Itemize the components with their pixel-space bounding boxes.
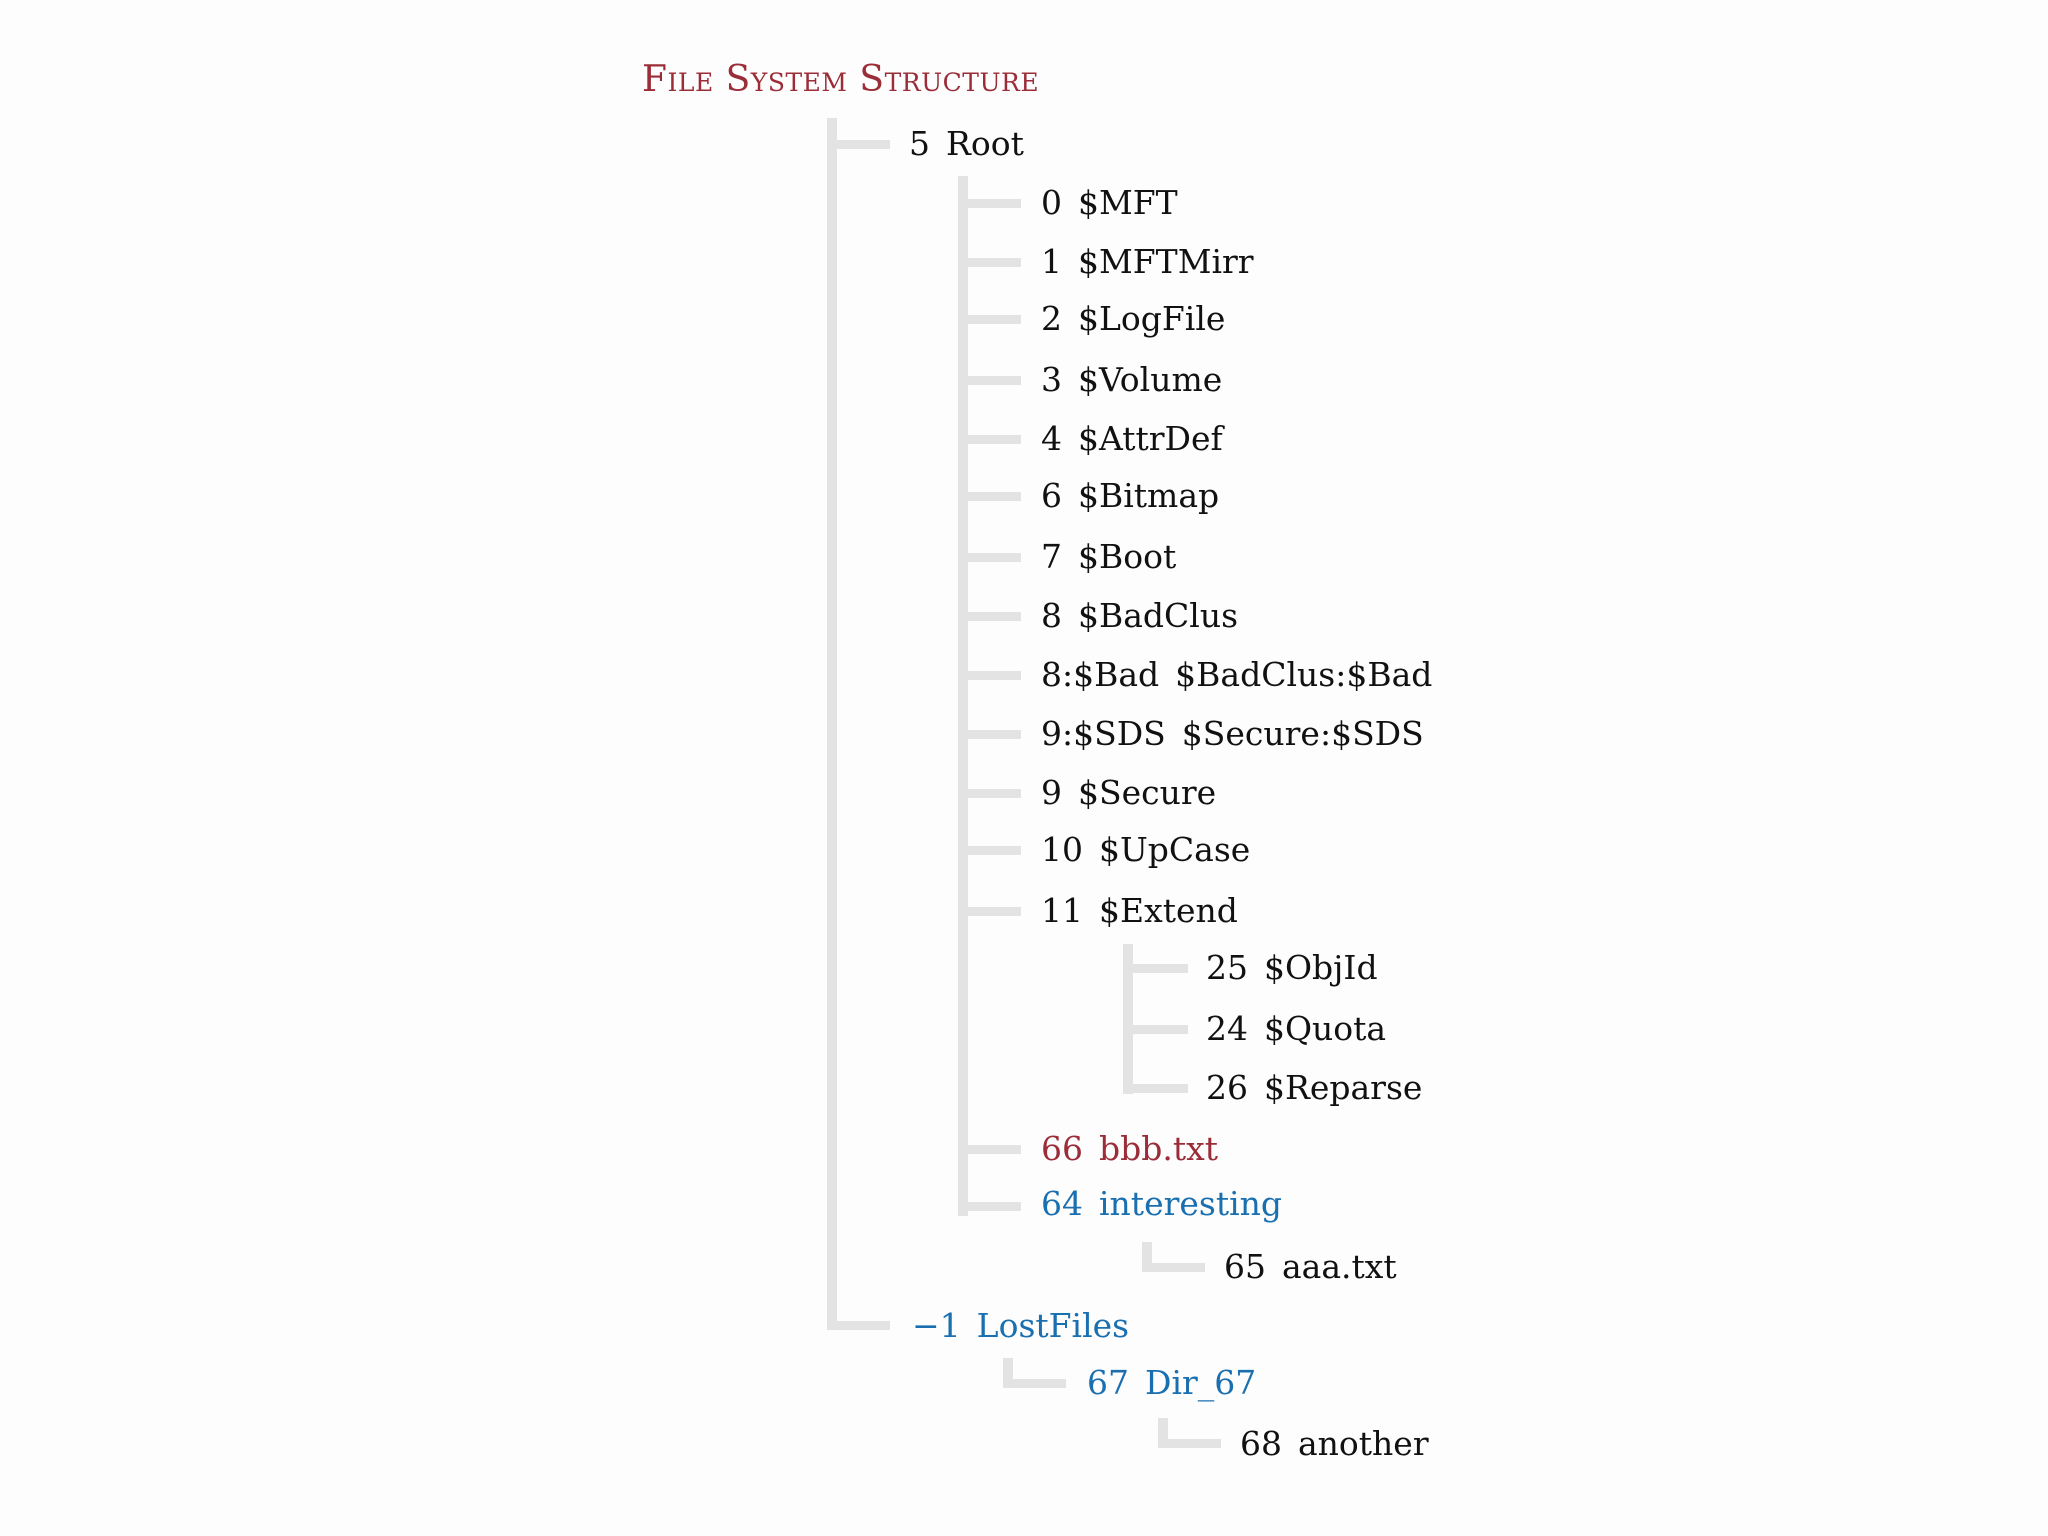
node-name: another: [1298, 1424, 1429, 1463]
tree-node-root[interactable]: [909, 124, 1024, 163]
connector-mft: [968, 199, 1021, 208]
connector-another: [1168, 1439, 1221, 1448]
connector-quota: [1133, 1025, 1188, 1034]
node-id: 8: [1041, 596, 1062, 635]
connector-upcase: [968, 846, 1021, 855]
connector-secure-sds: [968, 730, 1021, 739]
node-name: aaa.txt: [1282, 1247, 1397, 1286]
connector-badclus-bad: [968, 671, 1021, 680]
node-id: 4: [1041, 419, 1062, 458]
node-id: 24: [1206, 1009, 1248, 1048]
node-id: 66: [1041, 1129, 1083, 1168]
tree-node-mft[interactable]: [1041, 183, 1178, 222]
connector-interesting-trunk: [1142, 1242, 1152, 1272]
node-name: $UpCase: [1099, 830, 1251, 869]
node-id: 11: [1041, 891, 1083, 930]
tree-node-another[interactable]: [1240, 1424, 1429, 1463]
connector-root-trunk: [958, 176, 968, 1216]
node-name: $LogFile: [1078, 299, 1226, 338]
node-id: 68: [1240, 1424, 1282, 1463]
tree-node-dir-67[interactable]: [1087, 1363, 1257, 1402]
node-id: 6: [1041, 476, 1062, 515]
node-id: 5: [909, 124, 930, 163]
connector-reparse: [1133, 1084, 1188, 1093]
connector-attrdef: [968, 435, 1021, 444]
connector-aaa: [1152, 1263, 1205, 1272]
tree-node-mftmirr[interactable]: [1041, 242, 1254, 281]
node-name: $Boot: [1078, 537, 1177, 576]
tree-node-attrdef[interactable]: [1041, 419, 1223, 458]
node-name: $ObjId: [1264, 948, 1378, 987]
connector-lostfiles-trunk: [1003, 1358, 1013, 1388]
tree-node-volume[interactable]: [1041, 360, 1223, 399]
connector-boot: [968, 553, 1021, 562]
connector-bbb: [968, 1145, 1021, 1154]
tree-node-boot[interactable]: [1041, 537, 1177, 576]
tree-node-bitmap[interactable]: [1041, 476, 1220, 515]
tree-node-logfile[interactable]: [1041, 299, 1226, 338]
tree-node-interesting[interactable]: [1041, 1184, 1283, 1223]
connector-dir67-trunk: [1158, 1418, 1168, 1448]
node-id: 1: [1041, 242, 1062, 281]
connector-objid: [1133, 964, 1188, 973]
node-id: 25: [1206, 948, 1248, 987]
node-name: $Extend: [1099, 891, 1238, 930]
node-name: LostFiles: [976, 1306, 1130, 1345]
tree-node-aaa-txt[interactable]: [1224, 1247, 1397, 1286]
tree-node-extend[interactable]: [1041, 891, 1238, 930]
node-name: $Volume: [1078, 360, 1223, 399]
connector-bitmap: [968, 492, 1021, 501]
connector-secure: [968, 789, 1021, 798]
node-name: $BadClus:$Bad: [1175, 655, 1433, 694]
node-id: 2: [1041, 299, 1062, 338]
node-name: Dir_67: [1145, 1363, 1257, 1402]
node-id: 10: [1041, 830, 1083, 869]
diagram-title: File System Structure: [642, 59, 1040, 100]
tree-node-quota[interactable]: [1206, 1009, 1387, 1048]
connector-interesting: [968, 1202, 1021, 1211]
node-id: 8:$Bad: [1041, 655, 1160, 694]
connector-logfile: [968, 315, 1021, 324]
tree-node-reparse[interactable]: [1206, 1068, 1423, 1107]
tree-node-objid[interactable]: [1206, 948, 1378, 987]
connector-extend: [968, 907, 1021, 916]
node-id: 7: [1041, 537, 1062, 576]
node-name: $Secure:$SDS: [1181, 714, 1424, 753]
node-id: 65: [1224, 1247, 1266, 1286]
node-id: 9: [1041, 773, 1062, 812]
node-id: 9:$SDS: [1041, 714, 1166, 753]
node-name: bbb.txt: [1099, 1129, 1218, 1168]
connector-main-trunk: [827, 118, 837, 1330]
connector-root: [837, 140, 890, 149]
connector-lostfiles: [837, 1321, 890, 1330]
node-name: $Secure: [1078, 773, 1217, 812]
connector-badclus: [968, 612, 1021, 621]
tree-node-secure-sds[interactable]: [1041, 714, 1424, 753]
node-name: $Quota: [1264, 1009, 1387, 1048]
node-id: 64: [1041, 1184, 1083, 1223]
connector-dir67: [1013, 1379, 1066, 1388]
node-id: −1: [912, 1306, 961, 1345]
node-name: $MFTMirr: [1078, 242, 1254, 281]
tree-node-badclus[interactable]: [1041, 596, 1239, 635]
node-id: 3: [1041, 360, 1062, 399]
tree-node-bbb-txt[interactable]: [1041, 1129, 1218, 1168]
node-name: Root: [946, 124, 1024, 163]
node-name: $MFT: [1078, 183, 1178, 222]
connector-extend-trunk: [1123, 944, 1133, 1094]
tree-node-badclus-bad[interactable]: [1041, 655, 1433, 694]
node-name: $Bitmap: [1078, 476, 1220, 515]
connector-mftmirr: [968, 258, 1021, 267]
tree-node-secure[interactable]: [1041, 773, 1217, 812]
node-id: 26: [1206, 1068, 1248, 1107]
node-name: $AttrDef: [1078, 419, 1223, 458]
tree-node-upcase[interactable]: [1041, 830, 1251, 869]
tree-node-lostfiles[interactable]: [912, 1306, 1130, 1345]
node-id: 0: [1041, 183, 1062, 222]
node-name: interesting: [1099, 1184, 1283, 1223]
node-id: 67: [1087, 1363, 1129, 1402]
node-name: $Reparse: [1264, 1068, 1423, 1107]
node-name: $BadClus: [1078, 596, 1239, 635]
connector-volume: [968, 376, 1021, 385]
